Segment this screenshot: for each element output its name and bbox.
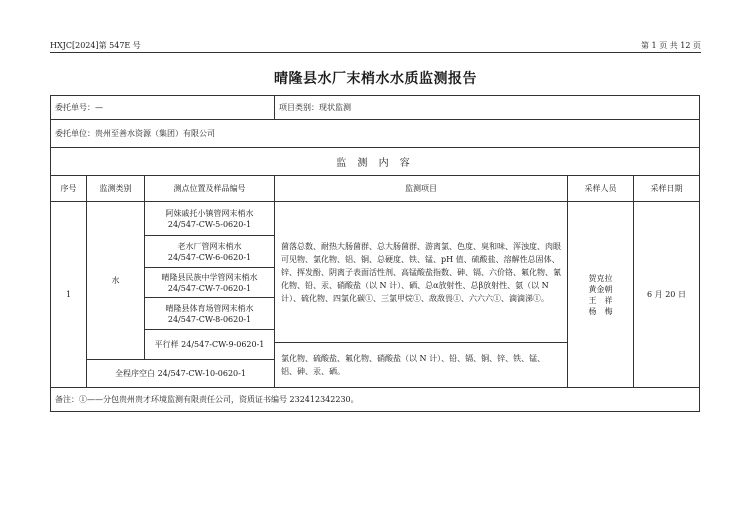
project-type: 项目类别：现状监测 [275, 96, 700, 120]
section-title: 监 测 内 容 [51, 148, 700, 176]
col-header-category: 监测类别 [87, 176, 145, 202]
page-header [50, 38, 701, 54]
report-title: 晴隆县水厂末梢水水质监测报告 [274, 71, 477, 87]
page-number: 第 1 页 共 12 页 [641, 41, 701, 50]
items-main: 菌落总数、耐热大肠菌群、总大肠菌群、游离氯、色度、臭和味、浑浊度、肉眼可见物、氯化物、铝、铜、总硬度、铁、锰、pH 值、硫酸盐、溶解性总固体、锌、挥发酚、阴离子表面活性剂、高锰酸盐指数、砷、镉、六价铬、氟化物、氰化物、铅、汞、硝酸盐（以 N 计）、硒、总α放射性、总β放射性、氨（以 N 计）、硫化物、四氯化碳①、三氯甲烷①、敌敌畏①、六六六①、滴滴涕①。 [275, 202, 568, 343]
site-cell: 晴隆县体育场管网末梢水 24/547-CW-8-0620-1 [145, 298, 275, 330]
col-header-no: 序号 [51, 176, 87, 202]
monitoring-table [50, 95, 700, 412]
col-header-site: 测点位置及样品编号 [145, 176, 275, 202]
row-number: 1 [51, 202, 87, 388]
site-cell: 阿妹戚托小镇管网末梢水 24/547-CW-5-0620-1 [145, 202, 275, 236]
note: 备注：①——分包贵州贵才环境监测有限责任公司，资质证书编号 232412342230。 [51, 388, 700, 412]
site-cell: 老水厂管网末梢水 24/547-CW-6-0620-1 [145, 236, 275, 268]
parallel-sample: 平行样 24/547-CW-9-0620-1 [145, 330, 275, 360]
col-header-items: 监测项目 [275, 176, 568, 202]
sample-date: 6 月 20 日 [634, 202, 700, 388]
samplers: 贺克拉 黄金朝 王 祥 杨 梅 [568, 202, 634, 388]
site-cell: 晴隆县民族中学管网末梢水 24/547-CW-7-0620-1 [145, 268, 275, 298]
col-header-date: 采样日期 [634, 176, 700, 202]
client-number: 委托单号：— [51, 96, 275, 120]
client-unit: 委托单位：贵州至善水资源（集团）有限公司 [51, 120, 700, 148]
monitoring-category: 水 [87, 202, 145, 360]
header-rule [50, 52, 701, 53]
col-header-sampler: 采样人员 [568, 176, 634, 202]
report-number: HXJC[2024]第 547E 号 [50, 41, 141, 50]
blank-sample: 全程序空白 24/547-CW-10-0620-1 [87, 360, 275, 388]
items-parallel: 氯化物、硫酸盐、氟化物、硝酸盐（以 N 计）、铅、镉、铜、锌、铁、锰、铝、砷、汞、硒。 [275, 343, 568, 388]
